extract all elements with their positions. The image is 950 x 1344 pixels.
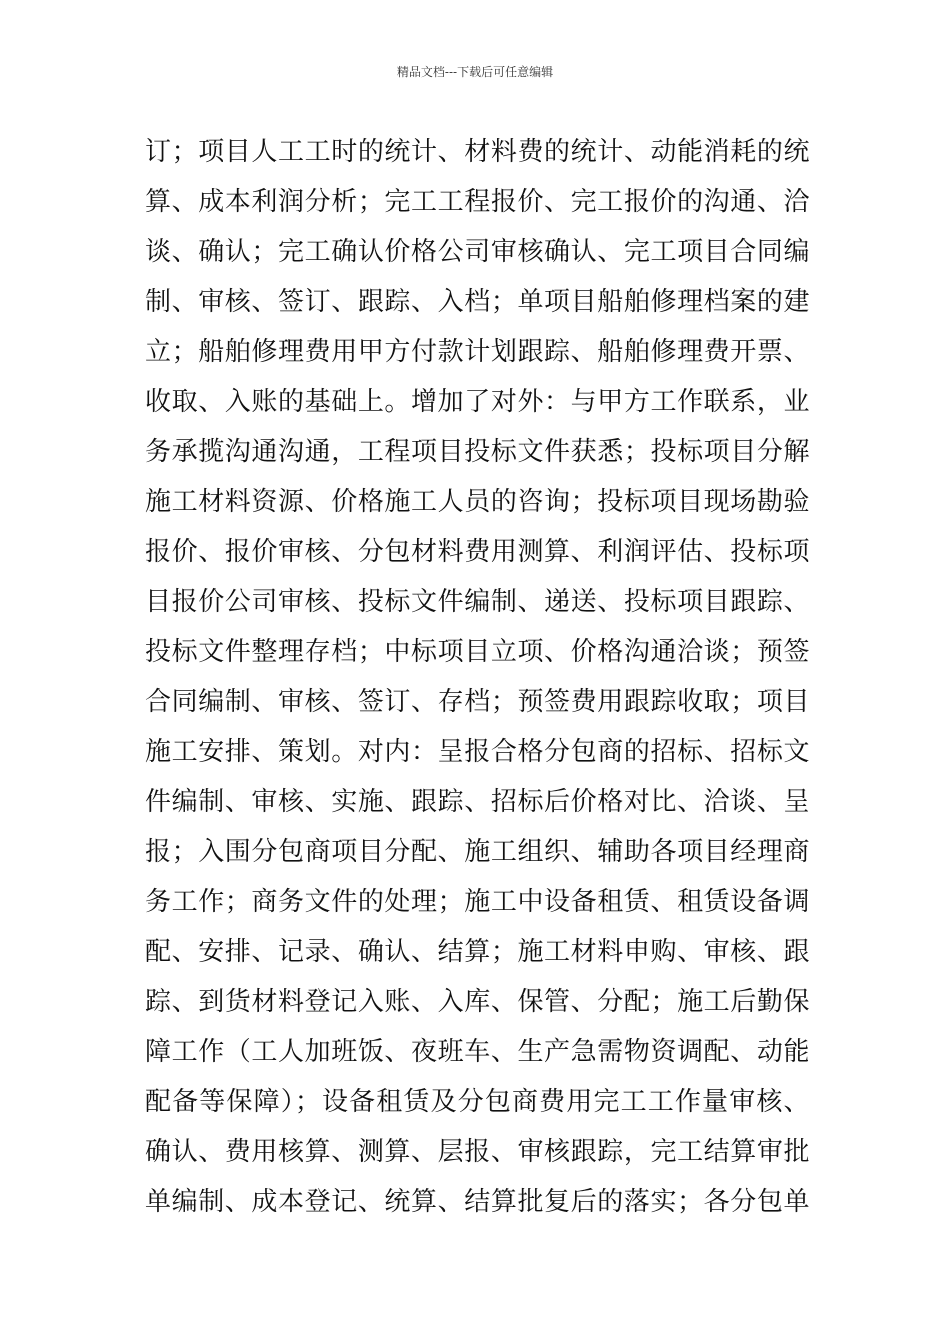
body-line: 确认、费用核算、测算、层报、审核跟踪，完工结算审批: [145, 1137, 810, 1167]
body-line: 目报价公司审核、投标文件编制、递送、投标项目跟踪、: [145, 587, 810, 617]
body-line: 报价、报价审核、分包材料费用测算、利润评估、投标项: [145, 537, 810, 567]
body-line: 制、审核、签订、跟踪、入档；单项目船舶修理档案的建: [145, 287, 810, 317]
body-line: 施工材料资源、价格施工人员的咨询；投标项目现场勘验: [145, 487, 810, 517]
body-line: 踪、到货材料登记入账、入库、保管、分配；施工后勤保: [145, 987, 810, 1017]
body-line: 配、安排、记录、确认、结算；施工材料申购、审核、跟: [145, 937, 810, 967]
body-line: 施工安排、策划。对内：呈报合格分包商的招标、招标文: [145, 737, 810, 767]
body-line: 报；入围分包商项目分配、施工组织、辅助各项目经理商: [145, 837, 810, 867]
page-header: 精品文档---下载后可任意编辑: [396, 65, 554, 79]
body-line: 务承揽沟通沟通，工程项目投标文件获悉；投标项目分解: [145, 437, 810, 467]
body-line: 收取、入账的基础上。增加了对外：与甲方工作联系，业: [145, 387, 810, 417]
body-line: 订；项目人工工时的统计、材料费的统计、动能消耗的统: [145, 137, 810, 167]
body-line: 务工作；商务文件的处理；施工中设备租赁、租赁设备调: [145, 887, 810, 917]
body-line: 谈、确认；完工确认价格公司审核确认、完工项目合同编: [145, 237, 810, 267]
body-line: 单编制、成本登记、统算、结算批复后的落实；各分包单: [145, 1187, 810, 1217]
body-text: [145, 127, 810, 1227]
body-line: 件编制、审核、实施、跟踪、招标后价格对比、洽谈、呈: [145, 787, 810, 817]
body-line: 合同编制、审核、签订、存档；预签费用跟踪收取；项目: [145, 687, 810, 717]
body-line: 配备等保障）；设备租赁及分包商费用完工工作量审核、: [145, 1087, 810, 1117]
body-line: 立；船舶修理费用甲方付款计划跟踪、船舶修理费开票、: [145, 337, 810, 367]
body-line: 算、成本利润分析；完工工程报价、完工报价的沟通、洽: [145, 187, 810, 217]
body-line: 障工作（工人加班饭、夜班车、生产急需物资调配、动能: [145, 1037, 810, 1067]
body-line: 投标文件整理存档；中标项目立项、价格沟通洽谈；预签: [145, 637, 810, 667]
